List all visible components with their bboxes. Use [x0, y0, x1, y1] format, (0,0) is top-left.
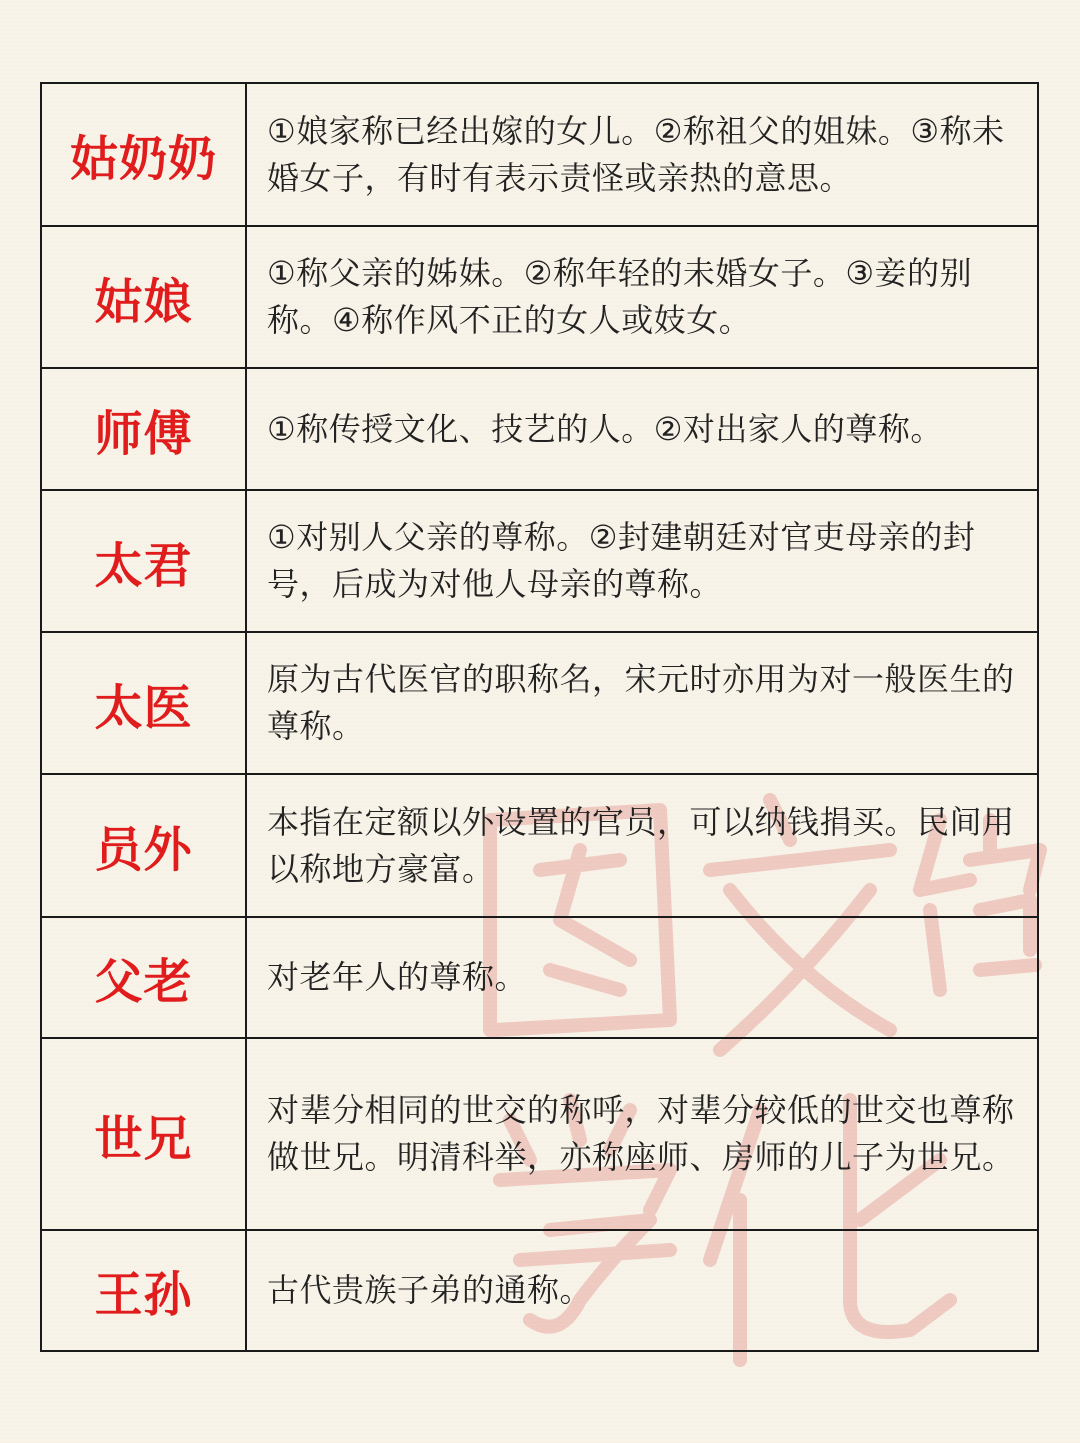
terms-table [40, 82, 1039, 1352]
term-cell: 员外 [41, 774, 246, 917]
definition-cell: ①称传授文化、技艺的人。②对出家人的尊称。 [246, 368, 1038, 490]
definition-cell: 对老年人的尊称。 [246, 917, 1038, 1038]
definition-cell: ①称父亲的姊妹。②称年轻的未婚女子。③妾的别称。④称作风不正的女人或妓女。 [246, 226, 1038, 368]
term-cell: 父老 [41, 917, 246, 1038]
table-row [41, 632, 1038, 774]
term-cell: 姑娘 [41, 226, 246, 368]
term-cell: 世兄 [41, 1038, 246, 1230]
table-row [41, 917, 1038, 1038]
terms-table-body [41, 83, 1038, 1351]
definition-cell: 古代贵族子弟的通称。 [246, 1230, 1038, 1351]
definition-cell: ①娘家称已经出嫁的女儿。②称祖父的姐妹。③称未婚女子，有时有表示责怪或亲热的意思。 [246, 83, 1038, 226]
definition-cell: 本指在定额以外设置的官员，可以纳钱捐买。民间用以称地方豪富。 [246, 774, 1038, 917]
table-row [41, 368, 1038, 490]
table-row [41, 1038, 1038, 1230]
table-row [41, 490, 1038, 632]
definition-cell: 对辈分相同的世交的称呼，对辈分较低的世交也尊称做世兄。明清科举，亦称座师、房师的儿子为世兄。 [246, 1038, 1038, 1230]
table-row [41, 83, 1038, 226]
table-row [41, 1230, 1038, 1351]
term-cell: 太医 [41, 632, 246, 774]
term-cell: 师傅 [41, 368, 246, 490]
table-row [41, 226, 1038, 368]
term-cell: 王孙 [41, 1230, 246, 1351]
definition-cell: 原为古代医官的职称名，宋元时亦用为对一般医生的尊称。 [246, 632, 1038, 774]
definition-cell: ①对别人父亲的尊称。②封建朝廷对官吏母亲的封号，后成为对他人母亲的尊称。 [246, 490, 1038, 632]
table-row [41, 774, 1038, 917]
term-cell: 姑奶奶 [41, 83, 246, 226]
term-cell: 太君 [41, 490, 246, 632]
